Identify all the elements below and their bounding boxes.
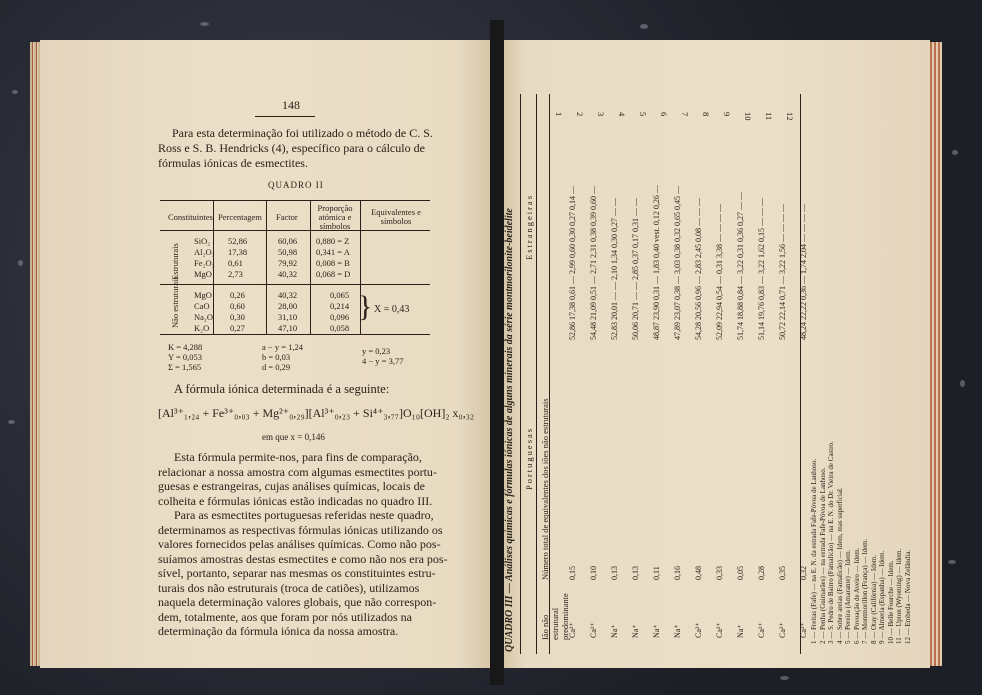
- column-number: 1: [554, 112, 564, 117]
- table-cell: 0,096: [330, 312, 350, 322]
- body-line: naquela determinação valores globais, que não correspon-: [158, 595, 437, 609]
- ion-value: Na⁺: [736, 624, 745, 638]
- footnote: 5 — Pereira (Amarante) — Idem.: [844, 549, 852, 644]
- total-value: 0,05: [736, 566, 745, 580]
- oxide-values: 54,28 20,56 0,96 — 2,83 2,45 0,08 — — —: [694, 198, 703, 340]
- calc-value: d = 0,29: [262, 362, 291, 372]
- calc-value: y = 0,23: [362, 346, 391, 356]
- column-number: 3: [596, 112, 606, 117]
- ion-value: Na⁺: [610, 624, 619, 638]
- body-line: Para as esmectites portuguesas referidas neste quadro,: [174, 508, 434, 522]
- total-value: 0,33: [715, 566, 724, 580]
- column-number: 11: [764, 112, 774, 121]
- footnote: 6 — Povoação de Aveiro — Idem.: [852, 547, 861, 644]
- header-constituents: Constituintes: [168, 212, 213, 222]
- footnote: 4 — Sobre areias (Famalicão) — Idem, mas superficial.: [835, 487, 844, 644]
- table-cell: 31,10: [278, 312, 298, 322]
- ion-value: Ca²⁺: [589, 622, 598, 638]
- oxide-values: 52,83 20,01 — — 2,10 1,34 0,30 0,27 — —: [610, 198, 619, 340]
- table-cell: 40,32: [278, 290, 298, 300]
- row-label: Ião não estrutural predominante: [540, 593, 570, 640]
- total-value: 0,32: [799, 566, 808, 580]
- column-number: 7: [680, 112, 690, 117]
- column-number: 2: [575, 112, 585, 117]
- group-portuguesas: Portuguesas: [524, 426, 534, 490]
- ion-value: Ca²⁺: [715, 622, 724, 638]
- page-number: 148: [282, 98, 300, 112]
- left-page-edge: [30, 42, 40, 666]
- table-title: QUADRO II: [268, 180, 324, 190]
- total-value: 0,13: [610, 566, 619, 580]
- footnote: 2 — Penha (Guimarães) — na estrada Fafe-Póvoa de Lanhoso.: [818, 467, 827, 644]
- calc-value: K = 4,288: [168, 342, 203, 352]
- footnote: 1 — Freitas (Fafe) — na E. N. da estrada Fafe-Póvoa de Lanhoso.: [810, 458, 818, 644]
- body-line: relacionar a nossa amostra com algumas esmectites portu-: [158, 464, 437, 479]
- footnote: 12 — Embeda — Nova Zelândia.: [903, 549, 912, 644]
- column-number: 10: [743, 112, 753, 121]
- table-cell: 0,60: [230, 301, 245, 311]
- footnote: 11 — Upton (Wyoming) — Idem.: [895, 548, 903, 644]
- table-cell: 0,26: [230, 290, 245, 300]
- oxide-values: 48,24 22,22 0,36 — 1,74 2,04 — — — —: [799, 204, 808, 340]
- calc-value: Σ = 1,565: [168, 362, 202, 372]
- total-value: 0,13: [631, 566, 640, 580]
- footnote: 9 — Almeria (Espanha) — Idem.: [878, 550, 886, 644]
- table-cell: 0,61: [228, 258, 243, 268]
- footnote: 7 — Montmorillon (França) — Idem.: [861, 538, 869, 644]
- oxide-values: 50,72 22,14 0,71 — 3,22 1,56 — — — —: [778, 204, 787, 340]
- total-value: 0,10: [589, 566, 598, 580]
- book-gutter: [490, 20, 504, 685]
- column-number: 8: [701, 112, 711, 117]
- table-cell: 79,92: [278, 258, 298, 268]
- footnote: 3 — S. Pedro de Bairro (Famalicão) — na E. N. do Dr. Vieira de Castro.: [827, 441, 835, 644]
- ion-value: Ca²⁺: [778, 622, 787, 638]
- ionic-formula: [Al³⁺₁,₂₄ + Fe³⁺₀,₀₃ + Mg²⁺₀,₂₉][Al³⁺₀,₂₃ + Si⁴⁺₃,₇₇]O₁₀[OH]₂ x₀,₃₂: [158, 406, 475, 420]
- ion-value: Na⁺: [652, 624, 661, 638]
- table-cell: 50,98: [278, 247, 298, 257]
- formula-intro: A fórmula iónica determinada é a seguinte:: [174, 382, 390, 396]
- body-line: sível, portanto, separar nas mesmas os constituintes estru-: [158, 566, 436, 580]
- left-page: 148 Para esta determinação foi utilizado o método de C. S. Ross e S. B. Hendricks (4), específico para o cálculo de fórmulas iónicas de esmectites. QUADRO II Constituintes Percentagem Factor Proporção atómica e símbolos Equivalentes e símbolos Estruturais Não estruturais SiO₂ 52,86 60,06 0,880 = Z Al₂O₃ 17,38 50,98 0,341 = A Fe₂O₃ 0,61 79,92 0,008 = B MgO 2,73 40,32 0,068 = D MgO 0,26 40,32 0,065 CaO 0,60 28,00 0,214 Na₂O 0,30 31,10 0,096 K₂O 0,27 47,10 0,058 } X = 0,43 K = 4,288 Y = 0,053 Σ = 1,565 a − y = 1,24 b = 0,03 d = 0,29 y = 0,23 4 − y = 3,77 A fórmula iónica determinada é a seguinte: [Al³⁺₁,₂₄ + Fe³⁺₀,₀₃ + Mg²⁺₀,₂₉][Al³⁺₀,₂₃ + Si⁴⁺₃,₇₇]O₁₀[OH]₂ x₀,₃₂ em que x = 0,146 Esta fórmula permite-nos, para fins de comparação, relacionar a nossa amostra com algumas esmectites portu- guesas e estrangeiras, cujas análises químicas, locais de colheita e fórmulas iónicas estão indicadas no quadro III. Para as esmectites portuguesas referidas neste quadro, determinamos as respectivas fórmulas iónicas utilizando os valores fornecidos pelas análises químicas. Como não pos- suíamos amostras destas esmectites e como não nos era pos- sível, portanto, separar nas mesmas os constituintes estru- turais dos não estruturais (troca de catiões), utilizamos naquela determinação valores globais, que não correspon- dem, totalmente, aos que foram por nós utilizados na determinação da fórmula iónica da nossa amostra.: [40, 40, 492, 668]
- body-line: guesas e estrangeiras, cujas análises químicas, locais de: [158, 479, 425, 493]
- ion-value: Ca²⁺: [568, 622, 577, 638]
- calc-value: 4 − y = 3,77: [362, 356, 404, 366]
- table-cell: 0,341 = A: [316, 247, 350, 257]
- table-cell: 0,065: [330, 290, 350, 300]
- calc-value: b = 0,03: [262, 352, 291, 362]
- table-cell: 40,32: [278, 269, 298, 279]
- oxide-values: 51,14 19,76 0,83 — 3,22 1,62 0,15 — — —: [757, 198, 766, 340]
- table-cell: K₂O: [194, 323, 210, 333]
- group-estrangeiras: Estrangeiras: [524, 193, 534, 260]
- ion-value: Na⁺: [673, 624, 682, 638]
- row-label: Número total de equivalentes dos iões não estruturais: [540, 398, 550, 580]
- x-sum: X = 0,43: [374, 304, 410, 315]
- oxide-values: 47,89 23,07 0,38 — 3,03 0,38 0,32 0,65 0,45 —: [673, 186, 682, 340]
- table-cell: 17,38: [228, 247, 248, 257]
- total-value: 0,15: [568, 566, 577, 580]
- table-cell: CaO: [194, 301, 210, 311]
- oxide-values: 52,86 17,38 0,61 — 2,99 0,60 0,30 0,27 0,14 —: [568, 186, 577, 340]
- table-cell: 0,880 = Z: [316, 236, 350, 246]
- formula-note: em que x = 0,146: [262, 432, 325, 442]
- intro-line: Para esta determinação foi utilizado o método de C. S.: [172, 126, 433, 140]
- right-page-edge: [930, 42, 942, 666]
- ion-value: Ca²⁺: [694, 622, 703, 638]
- table-cell: 47,10: [278, 323, 298, 333]
- header-equivalents: Equivalentes e símbolos: [371, 207, 421, 226]
- table-title: QUADRO III — Análises químicas e fórmulas iónicas de alguns minerais da série montmorilonite-beidelite: [504, 208, 515, 652]
- table-cell: 28,00: [278, 301, 298, 311]
- body-line: turais dos não estruturais (troca de catiões), utilizamos: [158, 580, 420, 595]
- table-cell: 52,86: [228, 236, 248, 246]
- table-cell: 2,73: [228, 269, 243, 279]
- column-number: 4: [617, 112, 627, 117]
- table-cell: Al₂O₃: [194, 247, 215, 257]
- header-atomic: Proporção atómica e símbolos: [317, 203, 353, 231]
- group-non-structural: Não estruturais: [170, 276, 180, 328]
- total-value: 0,48: [694, 566, 703, 580]
- group-structural: Estruturais: [170, 243, 180, 280]
- body-line: Esta fórmula permite-nos, para fins de comparação,: [174, 450, 422, 464]
- column-number: 9: [722, 112, 732, 117]
- right-page: [500, 40, 930, 668]
- table-cell: 0,008 = B: [316, 258, 350, 268]
- column-number: 6: [659, 112, 669, 117]
- table-cell: 60,06: [278, 236, 298, 246]
- body-line: colheita e fórmulas iónicas estão indicadas no quadro III.: [158, 493, 433, 508]
- oxide-values: 54,48 21,09 0,51 — 2,71 2,31 0,38 0,39 0,60 —: [589, 186, 598, 340]
- body-line: determinação da fórmula iónica da nossa amostra.: [158, 624, 399, 638]
- body-line: valores fornecidos pelas análises químicas. Como não pos-: [158, 537, 441, 551]
- table-cell: 0,214: [330, 301, 350, 311]
- table-cell: 0,30: [230, 312, 245, 322]
- oxide-values: 48,87 23,90 0,31 — 1,83 0,40 vest. 0,12 0,26 —: [652, 185, 661, 340]
- table-cell: SiO₂: [194, 236, 211, 246]
- table-cell: MgO: [194, 290, 212, 300]
- intro-line: fórmulas iónicas de esmectites.: [158, 156, 308, 170]
- column-number: 12: [785, 112, 795, 121]
- ion-value: Ca²⁺: [799, 622, 808, 638]
- total-value: 0,11: [652, 566, 661, 580]
- body-line: suíamos amostras destas esmectites e como não nos era pos-: [158, 551, 448, 566]
- calc-value: a − y = 1,24: [262, 342, 303, 352]
- oxide-values: 52,09 22,94 0,54 — 0,31 3,38 — — — —: [715, 204, 724, 340]
- oxide-values: 50,06 20,71 — — 2,85 0,37 0,17 0,31 — —: [631, 198, 640, 340]
- table-cell: Fe₂O₃: [194, 258, 215, 268]
- ion-value: Na⁺: [631, 624, 640, 638]
- table-cell: Na₂O: [194, 312, 214, 322]
- body-line: determinamos as respectivas fórmulas iónicas utilizando os: [158, 522, 443, 537]
- column-number: 5: [638, 112, 648, 117]
- table-cell: 0,27: [230, 323, 245, 333]
- total-value: 0,28: [757, 566, 766, 580]
- total-value: 0,35: [778, 566, 787, 580]
- footnote: 10 — Belle Fourche — Idem.: [886, 560, 895, 644]
- body-line: dem, totalmente, aos que foram por nós utilizados na: [158, 609, 412, 624]
- ion-value: Ca²⁺: [757, 622, 766, 638]
- table-cell: 0,058: [330, 323, 350, 333]
- calc-value: Y = 0,053: [168, 352, 202, 362]
- table-cell: MgO: [194, 269, 212, 279]
- header-percentage: Percentagem: [218, 212, 262, 222]
- header-factor: Factor: [276, 212, 298, 222]
- footnote: 8 — Otay (Califórnia) — Idem.: [869, 554, 878, 644]
- table-cell: 0,068 = D: [316, 269, 351, 279]
- oxide-values: 51,74 18,88 0,84 — 3,22 0,31 0,36 0,27 — —: [736, 192, 745, 340]
- total-value: 0,16: [673, 566, 682, 580]
- intro-line: Ross e S. B. Hendricks (4), específico para o cálculo de: [158, 141, 425, 155]
